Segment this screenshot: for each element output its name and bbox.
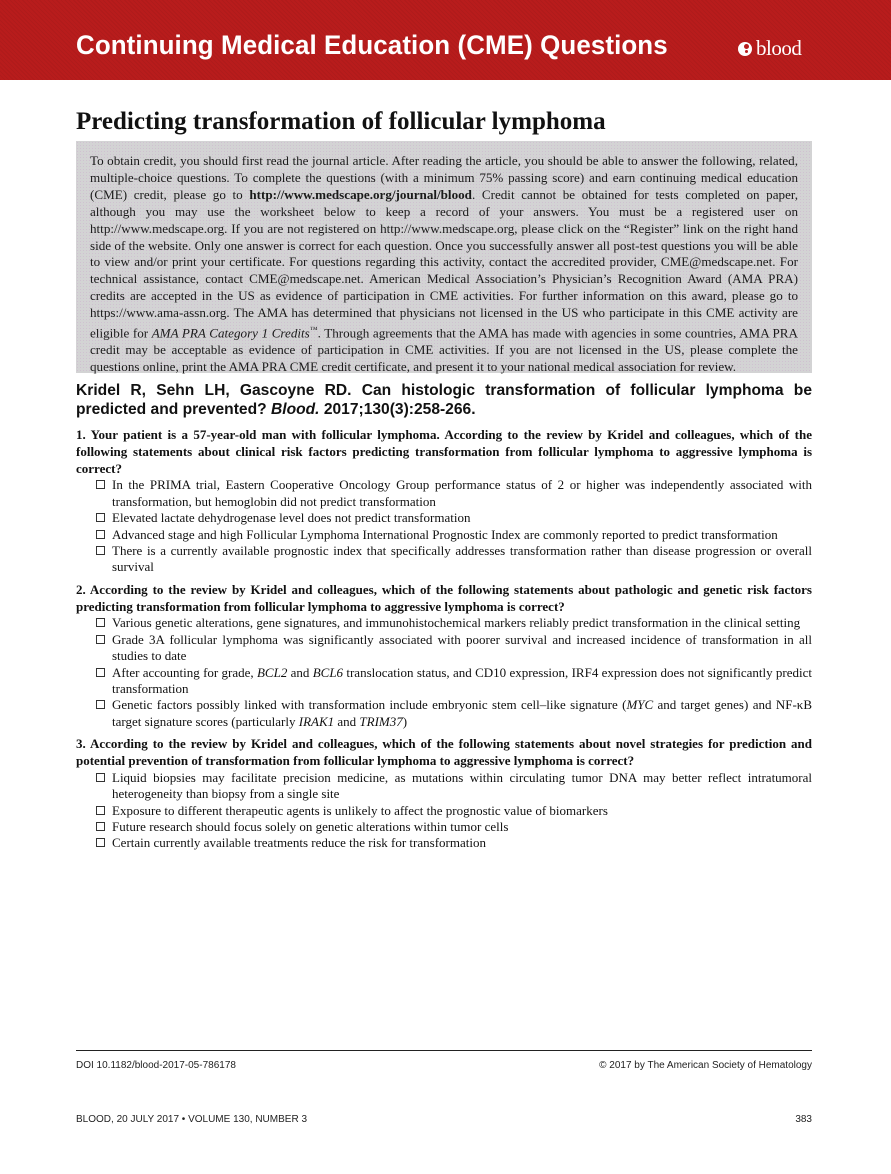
option-text: Various genetic alterations, gene signatures, and immunohistochemical markers reliably predict transformation in the clinical setting: [112, 615, 801, 631]
ama-credit-name: AMA PRA Category 1 Credits: [151, 325, 310, 341]
checkbox[interactable]: [96, 822, 105, 831]
answer-option[interactable]: [76, 665, 812, 698]
instructions-box: [76, 141, 812, 373]
trademark: ™: [309, 325, 318, 335]
checkbox[interactable]: [96, 806, 105, 815]
gene-name: BCL6: [312, 664, 344, 680]
option-text: In the PRIMA trial, Eastern Cooperative Oncology Group performance status of 2 or higher was independently associated with transformation, but hemoglobin did not predict transformation: [112, 477, 812, 509]
blood-brand: [738, 38, 801, 59]
option-text: Exposure to different therapeutic agents is unlikely to affect the prognostic value of biomarkers: [112, 802, 608, 818]
option-text: Grade 3A follicular lymphoma was significantly associated with poorer survival and increased incidence of transformation in all studies to date: [112, 631, 812, 664]
checkbox[interactable]: [96, 838, 105, 847]
question-1: [76, 427, 812, 576]
answer-option[interactable]: [76, 697, 812, 730]
option-text: There is a currently available prognostic index that specifically addresses transformation rather than disease progression or overall survival: [112, 543, 812, 575]
gene-name: MYC: [626, 697, 654, 713]
checkbox[interactable]: [96, 530, 105, 539]
checkbox[interactable]: [96, 618, 105, 627]
intro-part-1: To obtain credit, you should first read the journal article. After reading the article, you should be able to answer the following, related, multiple-choice questions. To complete the questions (with a minimum 75% passing score) and earn continuing medical education (CME) credit, please go to: [90, 153, 798, 202]
text-run: and target genes) and NF-κB target signature scores (particularly: [112, 697, 812, 729]
answer-option[interactable]: [76, 770, 812, 803]
gene-name: IRAK1: [298, 713, 335, 729]
answer-option[interactable]: [76, 543, 812, 576]
question-stem: 2. According to the review by Kridel and colleagues, which of the following statements about pathologic and genetic risk factors predicting transformation from follicular lymphoma to aggressive lymphoma is correct?: [76, 581, 812, 614]
option-text: Future research should focus solely on genetic alterations within tumor cells: [112, 819, 509, 835]
answer-option[interactable]: [76, 615, 812, 631]
blood-logo-icon: [738, 42, 752, 56]
text-run: Genetic factors possibly linked with transformation include embryonic stem cell–like signature (: [112, 697, 627, 713]
checkbox[interactable]: [96, 635, 105, 644]
question-3: [76, 736, 812, 852]
text-run: and: [287, 664, 313, 680]
gene-name: BCL2: [256, 664, 288, 680]
footer-journal-issue: BLOOD, 20 JULY 2017 • VOLUME 130, NUMBER 3: [76, 1114, 308, 1125]
citation-line-2-post: 2017;130(3):258-266.: [319, 401, 476, 418]
footer-copyright: © 2017 by The American Society of Hematology: [599, 1060, 812, 1071]
intro-part-2: . Credit cannot be obtained for tests completed on paper, although you may use the worksheet below to keep a record of your answers. You must be a registered user on http://www.medscape.org. If you are not registered on http://www.medscape.org, please click on the “Register” link on the right hand side of the website. Only one answer is correct for each question. Once you successfully answer all post-test questions you will be able to view and/or print your certificate. For questions regarding this activity, contact the accredited provider, CME@medscape.net. For technical assistance, contact CME@medscape.net. American Medical Association’s Physician’s Recognition Award (AMA PRA) credits are accepted in the US as evidence of participation in CME activities. For further information on this award, please go to https://www.ama-assn.org. The AMA has determined that physicians not licensed in the US who participate in this CME activity are eligible for: [90, 186, 798, 341]
answer-option[interactable]: [76, 527, 812, 543]
page-title: Predicting transformation of follicular lymphoma: [76, 108, 606, 135]
checkbox[interactable]: [96, 546, 105, 555]
footer-doi: DOI 10.1182/blood-2017-05-786178: [76, 1060, 236, 1071]
checkbox[interactable]: [96, 513, 105, 522]
citation-line-2-pre: predicted and prevented?: [76, 401, 271, 418]
text-run: translocation status, and CD10 expression, IRF4 expression does not significantly predict transformation: [112, 664, 812, 697]
option-text: Advanced stage and high Follicular Lymphoma International Prognostic Index are commonly reported to predict transformation: [112, 526, 778, 542]
question-stem: 1. Your patient is a 57-year-old man with follicular lymphoma. According to the review by Kridel and colleagues, which of the following statements about clinical risk factors predicting transformation from follicular lymphoma to aggressive lymphoma is correct?: [76, 427, 812, 476]
question-2: [76, 582, 812, 730]
cme-banner: [0, 0, 891, 80]
question-list: [76, 427, 812, 858]
text-run: and: [334, 713, 360, 729]
question-stem: 3. According to the review by Kridel and colleagues, which of the following statements about novel strategies for prediction and potential prevention of transformation from follicular lymphoma to aggressive lymphoma is correct?: [76, 736, 812, 769]
answer-option[interactable]: [76, 819, 812, 835]
option-text: [112, 697, 812, 728]
gene-name: TRIM37: [359, 713, 403, 729]
answer-option[interactable]: [76, 477, 812, 510]
medscape-link[interactable]: http://www.medscape.org/journal/blood: [249, 186, 472, 202]
option-text: [112, 665, 812, 696]
checkbox[interactable]: [96, 773, 105, 782]
article-citation: [76, 381, 812, 419]
citation-line-1: Kridel R, Sehn LH, Gascoyne RD. Can histologic transformation of follicular lymphoma be: [76, 382, 812, 399]
answer-option[interactable]: [76, 803, 812, 819]
brand-text: blood: [756, 36, 802, 60]
option-text: Certain currently available treatments reduce the risk for transformation: [112, 835, 486, 851]
footer-page-number: 383: [795, 1114, 812, 1125]
checkbox[interactable]: [96, 668, 105, 677]
instructions-text: [90, 153, 798, 376]
option-text: Elevated lactate dehydrogenase level does not predict transformation: [112, 510, 471, 526]
intro-part-3: . Through agreements that the AMA has made with agencies in some countries, AMA PRA credit may be acceptable as evidence of participation in CME activities. If you are not licensed in the US, please complete the questions online, print the AMA PRA CME credit certificate, and present it to your national medical association for review.: [90, 325, 798, 375]
answer-option[interactable]: [76, 632, 812, 665]
footer-divider: [76, 1050, 812, 1051]
text-run: ): [402, 713, 408, 729]
answer-option[interactable]: [76, 510, 812, 526]
answer-option[interactable]: [76, 835, 812, 851]
option-text: Liquid biopsies may facilitate precision medicine, as mutations within circulating tumor DNA may better reflect intratumoral heterogeneity than biopsy from a single site: [112, 769, 812, 802]
checkbox[interactable]: [96, 480, 105, 489]
checkbox[interactable]: [96, 700, 105, 709]
banner-title: Continuing Medical Education (CME) Questions: [76, 30, 668, 60]
citation-journal: Blood.: [270, 401, 320, 418]
text-run: After accounting for grade,: [112, 664, 257, 680]
